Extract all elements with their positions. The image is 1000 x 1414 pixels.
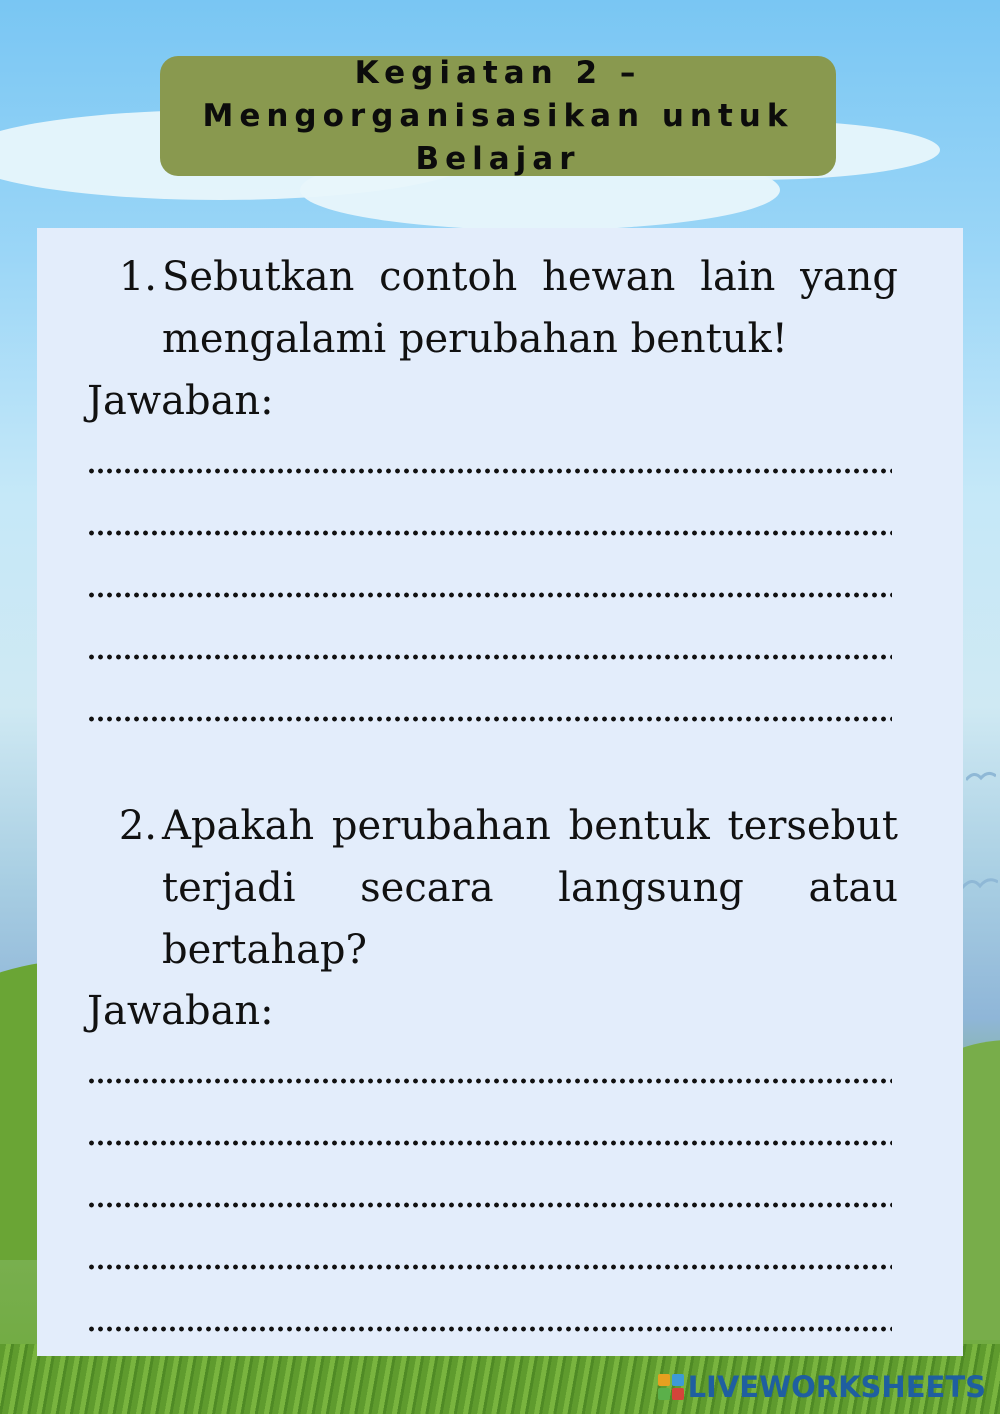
brand-name: LIVEWORKSHEETS <box>687 1370 986 1404</box>
question-text: Sebutkan contoh hewan lain yang mengalami perubahan bentuk! <box>162 254 898 362</box>
answer-label: Jawaban: <box>87 378 274 424</box>
bird-icon <box>966 770 996 784</box>
worksheet-panel <box>37 228 963 1356</box>
answer-label: Jawaban: <box>87 988 274 1034</box>
answer-line[interactable] <box>87 1202 892 1208</box>
answer-line[interactable] <box>87 1264 892 1270</box>
answer-line[interactable] <box>87 468 892 474</box>
question-number: 2. <box>118 803 157 849</box>
question-number: 1. <box>118 254 157 300</box>
liveworksheets-logo-icon <box>658 1374 684 1400</box>
answer-line[interactable] <box>87 1078 892 1084</box>
question-text: Apakah perubahan bentuk tersebut terjadi secara langsung atau bertahap? <box>162 803 898 973</box>
answer-line[interactable] <box>87 654 892 660</box>
activity-title-banner <box>160 56 836 176</box>
answer-line[interactable] <box>87 1326 892 1332</box>
brand-footer[interactable] <box>658 1370 986 1404</box>
bird-icon <box>962 876 998 892</box>
answer-line[interactable] <box>87 716 892 722</box>
answer-line[interactable] <box>87 1140 892 1146</box>
answer-line[interactable] <box>87 530 892 536</box>
answer-line[interactable] <box>87 592 892 598</box>
activity-title: Kegiatan 2 – Mengorganisasikan untuk Belajar <box>202 54 794 177</box>
